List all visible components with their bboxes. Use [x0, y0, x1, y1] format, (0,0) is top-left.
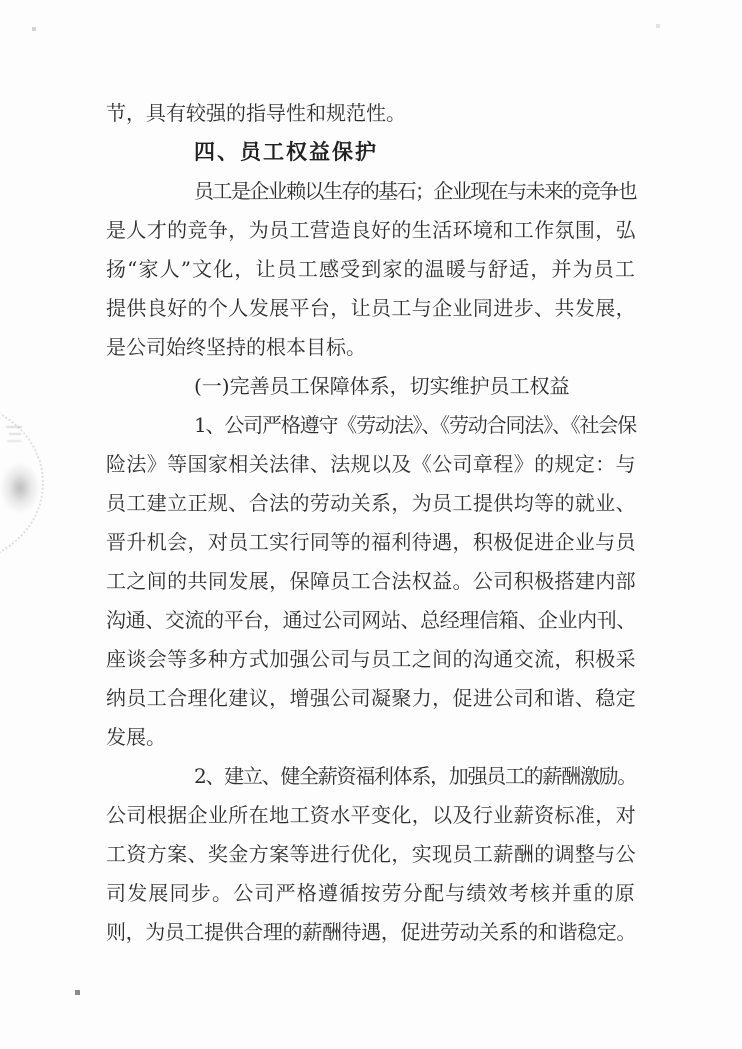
text-line — [106, 679, 636, 718]
text-line — [106, 718, 636, 757]
text-line-text: (一)完善员工保障体系，切实维护员工权益 — [194, 374, 570, 398]
text-line — [106, 913, 636, 952]
text-line-text: 工之间的共同发展，保障员工合法权益。公司积极搭建内部 — [106, 569, 636, 593]
text-line-text: 四、员工权益保护 — [194, 140, 378, 164]
scan-speck — [75, 990, 80, 995]
text-line-text: 扬“家人”文化，让员工感受到家的温暖与舒适，并为员工 — [106, 257, 636, 281]
text-line — [106, 94, 636, 133]
text-line — [106, 562, 636, 601]
faded-stamp-smudge — [0, 462, 40, 514]
text-line — [106, 796, 636, 835]
text-line-text: 沟通、交流的平台，通过公司网站、总经理信箱、企业内刊、 — [106, 608, 636, 632]
text-line — [106, 172, 636, 211]
text-line-text: 座谈会等多种方式加强公司与员工之间的沟通交流，积极采 — [106, 647, 636, 671]
text-line-text: 1、公司严格遵守《劳动法》、《劳动合同法》、《社会保 — [194, 413, 636, 437]
text-line-text: 是人才的竞争，为员工营造良好的生活环境和工作氛围，弘 — [106, 218, 636, 242]
text-line-text: 提供良好的个人发展平台，让员工与企业同进步、共发展， — [106, 296, 636, 320]
document-content — [106, 94, 636, 952]
text-line — [106, 523, 636, 562]
scan-speck — [32, 27, 36, 31]
scan-speck — [656, 24, 660, 28]
text-line — [106, 211, 636, 250]
text-line-text: 险法》等国家相关法律、法规以及《公司章程》的规定：与 — [106, 452, 636, 476]
text-line-text: 是公司始终坚持的根本目标。 — [106, 335, 366, 359]
faded-stamp-text-trace — [6, 424, 32, 446]
text-line — [106, 835, 636, 874]
text-line-text: 晋升机会，对员工实行同等的福利待遇，积极促进企业与员 — [106, 530, 636, 554]
text-line-text: 2、建立、健全薪资福利体系，加强员工的薪酬激励。 — [194, 764, 636, 788]
text-line-text: 发展。 — [106, 725, 166, 749]
text-line — [106, 640, 636, 679]
text-line-text: 工资方案、奖金方案等进行优化，实现员工薪酬的调整与公 — [106, 842, 636, 866]
subsection-heading — [106, 367, 636, 406]
text-line-text: 员工是企业赖以生存的基石；企业现在与未来的竞争也 — [194, 179, 636, 203]
text-line — [106, 484, 636, 523]
section-heading — [106, 133, 636, 172]
text-line — [106, 406, 636, 445]
text-line-text: 员工建立正规、合法的劳动关系，为员工提供均等的就业、 — [106, 491, 636, 515]
text-line — [106, 289, 636, 328]
text-line — [106, 601, 636, 640]
text-line-text: 则，为员工提供合理的薪酬待遇，促进劳动关系的和谐稳定。 — [106, 920, 636, 944]
text-line-text: 纳员工合理化建议，增强公司凝聚力，促进公司和谐、稳定 — [106, 686, 636, 710]
text-line — [106, 874, 636, 913]
text-line-text: 公司根据企业所在地工资水平变化，以及行业薪资标准，对 — [106, 803, 636, 827]
text-line — [106, 250, 636, 289]
text-line-text: 司发展同步。公司严格遵循按劳分配与绩效考核并重的原 — [106, 881, 636, 905]
text-line — [106, 328, 636, 367]
text-line — [106, 757, 636, 796]
text-line-text: 节，具有较强的指导性和规范性。 — [106, 101, 406, 125]
text-line — [106, 445, 636, 484]
